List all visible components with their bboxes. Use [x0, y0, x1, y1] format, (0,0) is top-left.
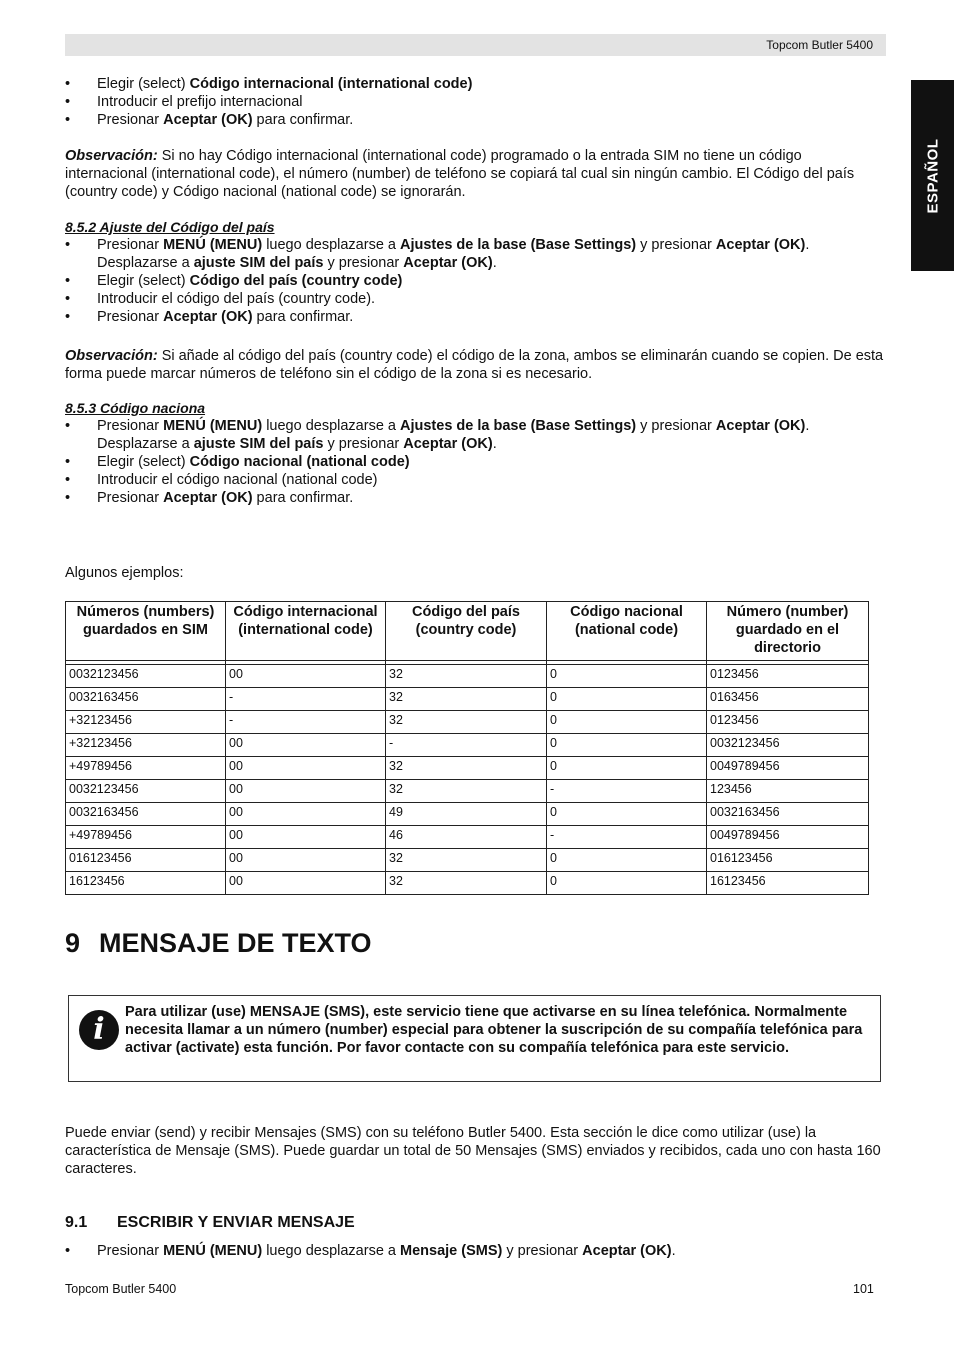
table-row	[66, 688, 869, 711]
table-cell: 0	[547, 803, 707, 826]
table-cell: +49789456	[66, 826, 226, 849]
table-cell: 32	[386, 849, 547, 872]
table-row	[66, 757, 869, 780]
table-cell: 00	[226, 826, 386, 849]
table-row	[66, 826, 869, 849]
list-item: • Introducir el código nacional (national code)	[65, 471, 887, 489]
section-9-1-heading: 9.1 ESCRIBIR Y ENVIAR MENSAJE	[65, 1214, 355, 1231]
header-cell-sim: Números (numbers) guardados en SIM	[66, 602, 226, 661]
table-row	[66, 711, 869, 734]
list-item: • Presionar MENÚ (MENU) luego desplazarse a Ajustes de la base (Base Settings) y presionar Aceptar (OK). Desplazarse a ajuste SIM del país y presionar Aceptar (OK).	[65, 236, 887, 272]
section-8-5-3	[65, 399, 887, 507]
header-cell-directory-number: Número (number) guardado en el directorio	[707, 602, 869, 661]
list-item: • Presionar MENÚ (MENU) luego desplazarse a Ajustes de la base (Base Settings) y presionar Aceptar (OK). Desplazarse a ajuste SIM del país y presionar Aceptar (OK).	[65, 417, 887, 453]
header-bar	[65, 34, 886, 56]
language-tab-label: ESPAÑOL	[924, 138, 941, 213]
list-item: • Introducir el prefijo internacional	[65, 93, 887, 111]
info-note-box	[68, 995, 881, 1082]
table-cell: 0032123456	[66, 780, 226, 803]
table-cell: -	[386, 734, 547, 757]
table-cell: 00	[226, 780, 386, 803]
list-item: • Presionar Aceptar (OK) para confirmar.	[65, 308, 887, 326]
table-cell: 32	[386, 711, 547, 734]
table-cell: 0	[547, 757, 707, 780]
list-item: • Elegir (select) Código del país (country code)	[65, 272, 887, 290]
table-cell: 0123456	[707, 711, 869, 734]
table-cell: 00	[226, 872, 386, 895]
table-row	[66, 803, 869, 826]
table-cell: 32	[386, 688, 547, 711]
table-row	[66, 849, 869, 872]
table-cell: 49	[386, 803, 547, 826]
header-cell-country-code: Código del país (country code)	[386, 602, 547, 661]
table-cell: 0	[547, 872, 707, 895]
observation-text: Si añade al código del país (country code) el código de la zona, ambos se eliminarán cuando se copien. De esta forma puede marcar números de teléfono sin el código de la zona si es necesario.	[65, 348, 884, 382]
table-cell: 00	[226, 734, 386, 757]
list-item: • Presionar MENÚ (MENU) luego desplazarse a Mensaje (SMS) y presionar Aceptar (OK).	[65, 1242, 887, 1260]
info-icon: i	[79, 1010, 119, 1050]
table-cell: -	[547, 826, 707, 849]
observation-label: Observación:	[65, 148, 158, 164]
table-cell: +32123456	[66, 734, 226, 757]
list-item: • Introducir el código del país (country code).	[65, 290, 887, 308]
table-cell: +32123456	[66, 711, 226, 734]
observation-label: Observación:	[65, 348, 158, 364]
table-cell: 00	[226, 803, 386, 826]
section-9-1-steps	[65, 1242, 887, 1260]
list-item: • Presionar Aceptar (OK) para confirmar.	[65, 111, 887, 129]
footer-product: Topcom Butler 5400	[65, 1282, 177, 1296]
table-cell: 0	[547, 711, 707, 734]
table-cell: 00	[226, 757, 386, 780]
observation-text: Si no hay Código internacional (international code) programado o la entrada SIM no tiene un código internacional (international code), el número (number) de teléfono se copiará tal cual sin ningún cambio. El Código del país (country code) y Código nacional (national code) se ignorarán.	[65, 148, 855, 200]
language-tab	[911, 80, 954, 271]
info-note-text: Para utilizar (use) MENSAJE (SMS), este servicio tiene que activarse en su línea telefónica. Normalmente necesita llamar a un número (number) especial para obtener la suscripción de su compañía telefónica para activar (activate) esta función. Por favor contacte con su compañía telefónica para este servicio.	[125, 1004, 863, 1056]
table-cell: 0	[547, 734, 707, 757]
observation-note-1	[65, 147, 887, 201]
table-cell: 016123456	[66, 849, 226, 872]
table-cell: 32	[386, 872, 547, 895]
header-cell-international-code: Código internacional (international code)	[226, 602, 386, 661]
table-row	[66, 734, 869, 757]
examples-table	[65, 601, 869, 895]
table-cell: 32	[386, 757, 547, 780]
table-header-row	[66, 602, 869, 661]
table-cell: 0032163456	[66, 803, 226, 826]
intro-steps	[65, 75, 887, 129]
chapter-number: 9	[65, 928, 81, 958]
chapter-heading	[65, 928, 372, 959]
table-row	[66, 780, 869, 803]
table-cell: 0032163456	[707, 803, 869, 826]
table-cell: 0032163456	[66, 688, 226, 711]
table-cell: 0032123456	[707, 734, 869, 757]
observation-note-2	[65, 347, 887, 383]
section-8-5-2	[65, 218, 887, 326]
table-cell: -	[226, 688, 386, 711]
table-row	[66, 872, 869, 895]
footer-page-number: 101	[853, 1282, 874, 1296]
table-row	[66, 665, 869, 688]
header-cell-national-code: Código nacional (national code)	[547, 602, 707, 661]
table-cell: 46	[386, 826, 547, 849]
header-title: Topcom Butler 5400	[766, 38, 873, 52]
list-item: • Presionar Aceptar (OK) para confirmar.	[65, 489, 887, 507]
table-cell: 00	[226, 665, 386, 688]
list-item: • Elegir (select) Código nacional (national code)	[65, 453, 887, 471]
table-cell: 00	[226, 849, 386, 872]
list-item: • Elegir (select) Código internacional (international code)	[65, 75, 887, 93]
table-cell: 123456	[707, 780, 869, 803]
table-cell: 16123456	[707, 872, 869, 895]
table-cell: 0049789456	[707, 757, 869, 780]
sms-paragraph: Puede enviar (send) y recibir Mensajes (SMS) con su teléfono Butler 5400. Esta sección le dice como utilizar (use) la característica de Mensaje (SMS). Puede guardar un total de 50 Mensajes (SMS) enviados y recibidos, cada uno con hasta 160 caracteres.	[65, 1125, 881, 1177]
table-cell: -	[226, 711, 386, 734]
table-cell: 0123456	[707, 665, 869, 688]
table-cell: -	[547, 780, 707, 803]
section-title: 8.5.3 Código naciona	[65, 400, 206, 416]
table-cell: 0	[547, 665, 707, 688]
table-cell: 016123456	[707, 849, 869, 872]
table-cell: 0049789456	[707, 826, 869, 849]
table-cell: 32	[386, 780, 547, 803]
table-cell: 32	[386, 665, 547, 688]
table-cell: 0	[547, 849, 707, 872]
table-cell: 16123456	[66, 872, 226, 895]
table-cell: 0	[547, 688, 707, 711]
table-cell: 0032123456	[66, 665, 226, 688]
section-title: 8.5.2 Ajuste del Código del país	[65, 219, 275, 235]
examples-label: Algunos ejemplos:	[65, 565, 184, 581]
table-cell: 0163456	[707, 688, 869, 711]
chapter-title: MENSAJE DE TEXTO	[99, 928, 372, 958]
table-cell: +49789456	[66, 757, 226, 780]
